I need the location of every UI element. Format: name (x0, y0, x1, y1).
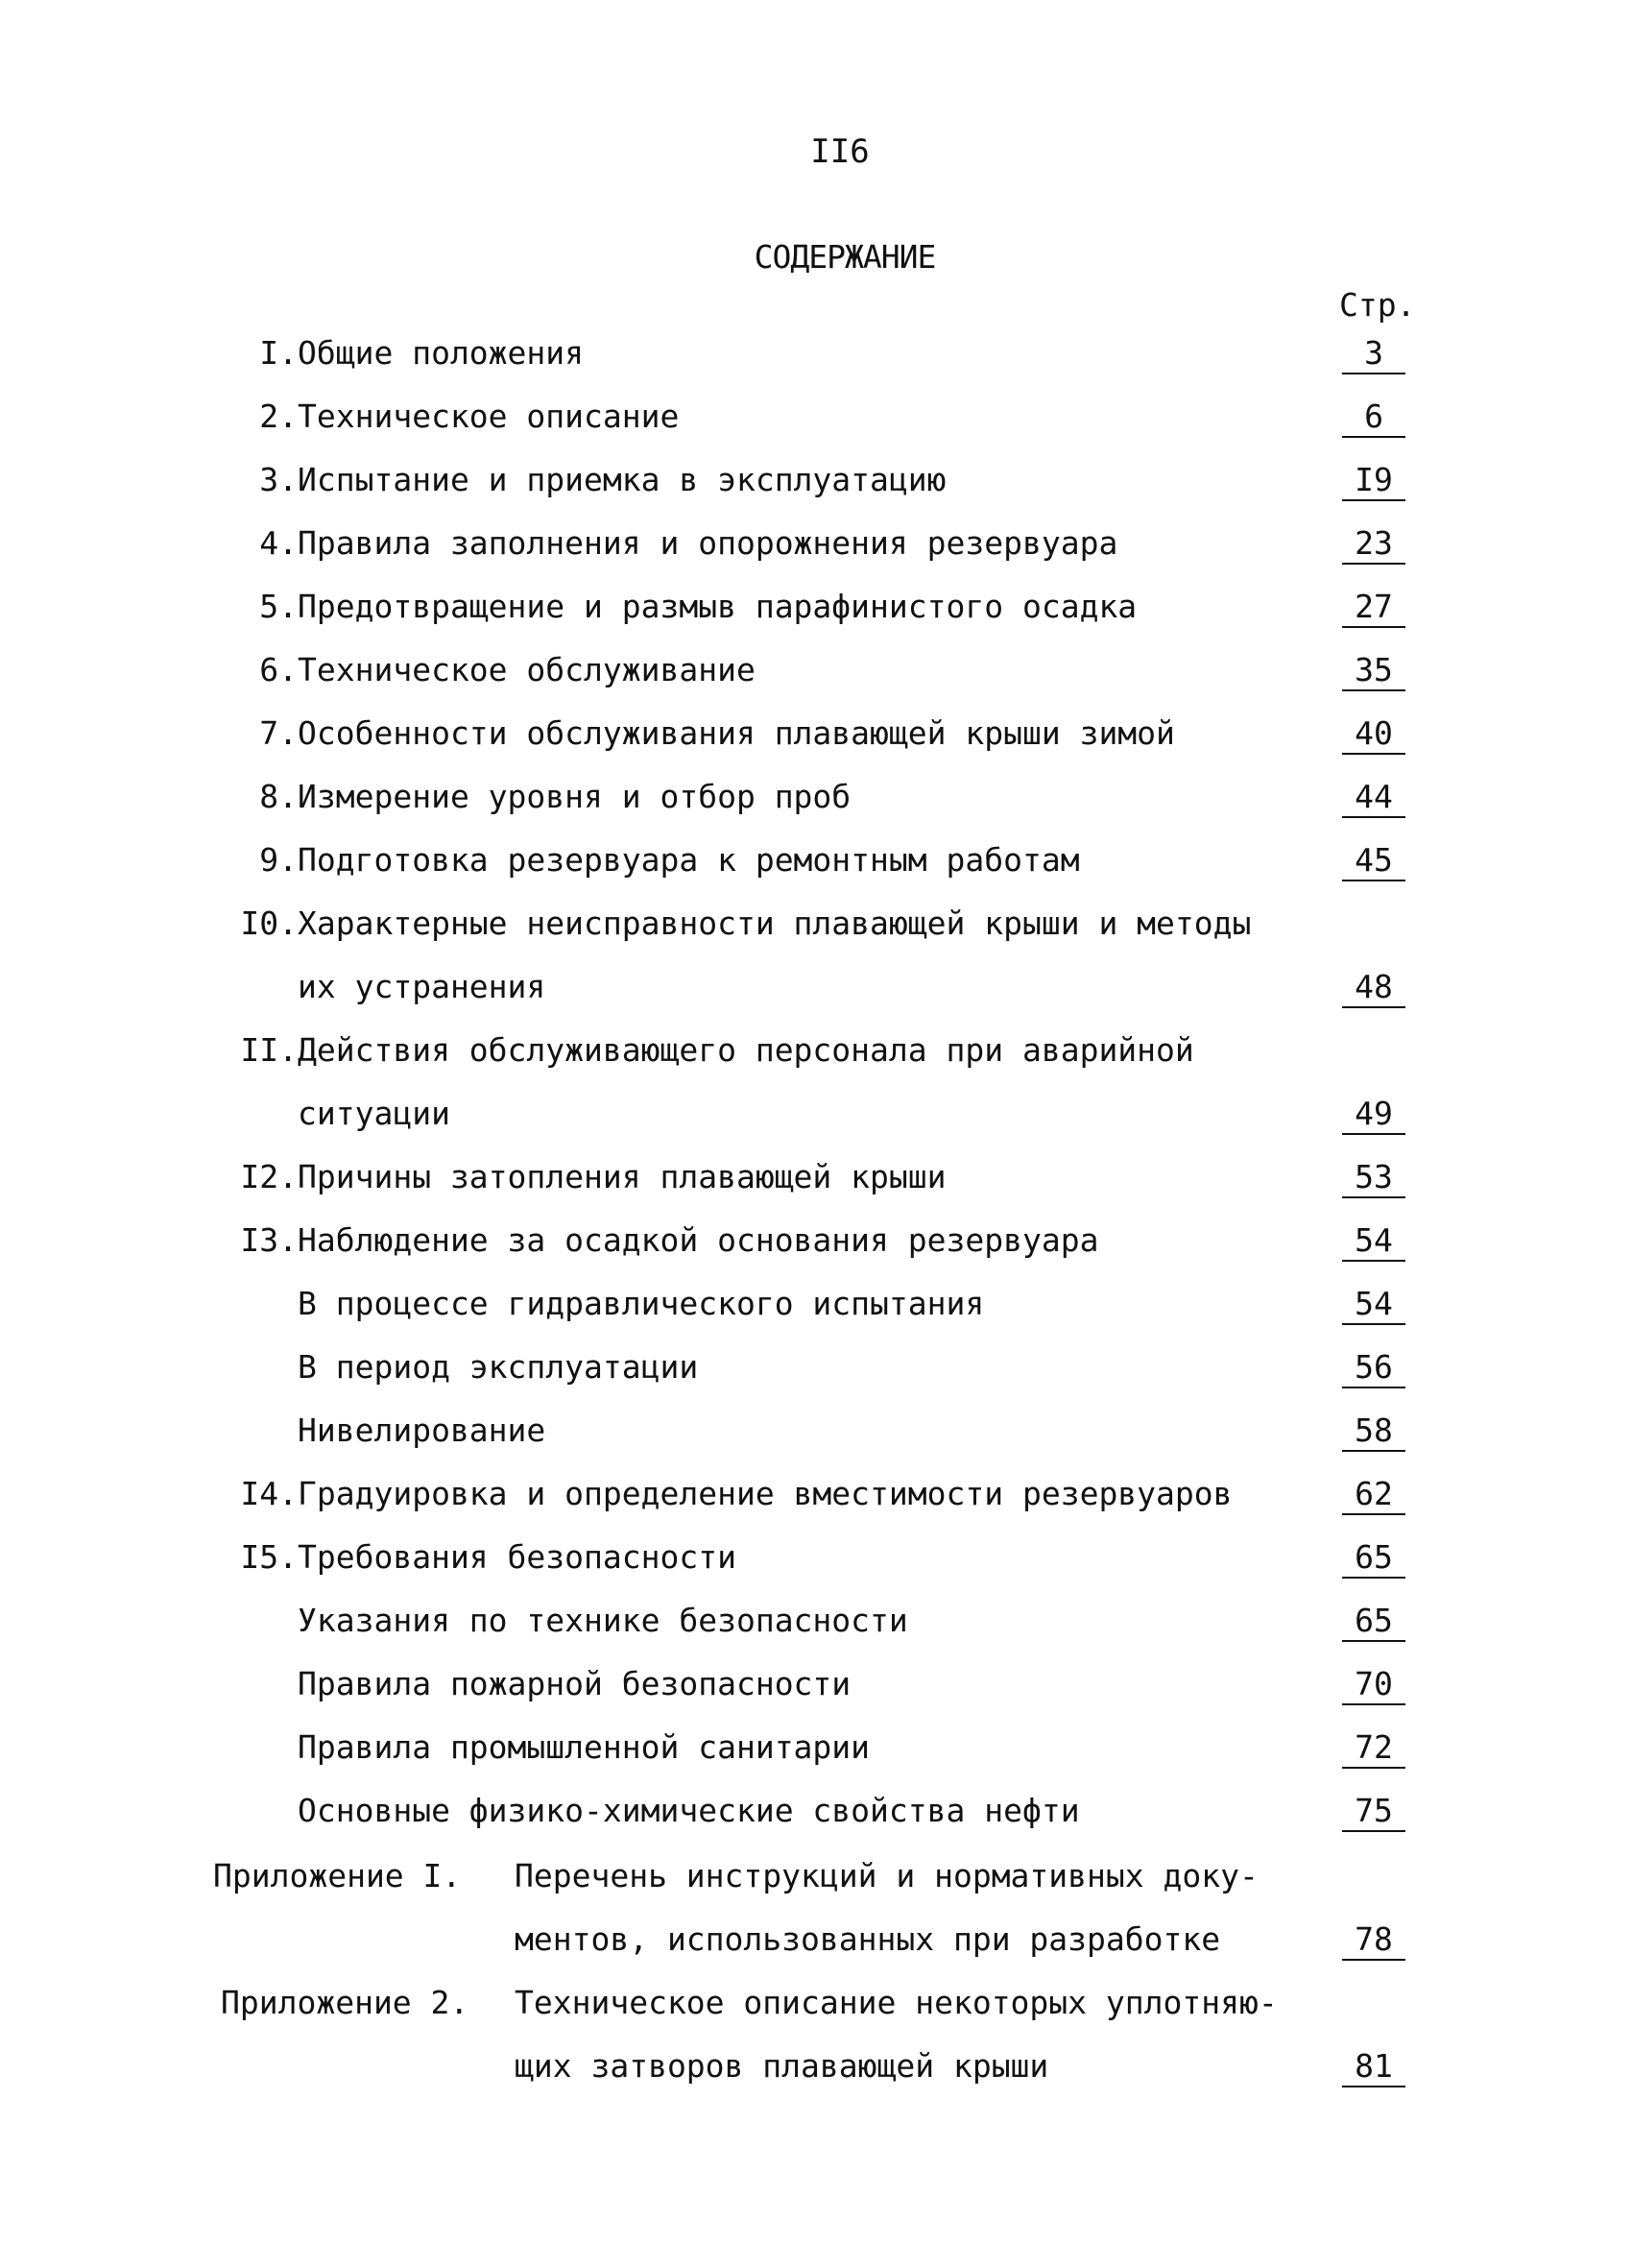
appendix-entry (0, 2041, 1632, 2091)
toc-entry-number: I. (259, 334, 298, 372)
toc-entry (0, 1279, 1632, 1329)
toc-entry-number: 8. (259, 778, 298, 815)
appendix-text: Перечень инструкций и нормативных доку- (515, 1857, 1259, 1894)
toc-entry-page: 65 (1342, 1602, 1405, 1642)
toc-entry-text: их устранения (298, 968, 546, 1005)
toc-entry-page: 81 (1342, 2047, 1405, 2087)
toc-entry-number: 7. (259, 714, 298, 752)
toc-entry-page: 6 (1342, 398, 1405, 438)
appendix-label: Приложение 2. (221, 1984, 469, 2021)
toc-entry-number: 9. (259, 841, 298, 879)
toc-entry (0, 1469, 1632, 1519)
toc-entry (0, 645, 1632, 695)
toc-entry-page: 75 (1342, 1792, 1405, 1832)
toc-entry (0, 328, 1632, 378)
toc-entry-text: Техническое обслуживание (298, 651, 756, 688)
toc-entry-text: Испытание и приемка в эксплуатацию (298, 461, 947, 498)
toc-entry-page: 54 (1342, 1221, 1405, 1262)
toc-entry (0, 1596, 1632, 1646)
appendix-text: щих затворов плавающей крыши (515, 2047, 1049, 2085)
appendix-text: ментов, использованных при разработке (515, 1920, 1221, 1958)
toc-entry-page: 62 (1342, 1475, 1405, 1515)
toc-entry-text: Требования безопасности (298, 1538, 736, 1576)
toc-entry (0, 899, 1632, 949)
toc-entry-page: 40 (1342, 714, 1405, 755)
toc-entry-page: 54 (1342, 1285, 1405, 1325)
toc-entry (0, 709, 1632, 759)
toc-entry-text: В процессе гидравлического испытания (298, 1285, 985, 1322)
appendix-entry (0, 1978, 1632, 2028)
toc-entry-number: I0. (240, 905, 298, 942)
toc-entry-number: 4. (259, 524, 298, 562)
toc-entry-text: Правила пожарной безопасности (298, 1665, 852, 1702)
page-number: II6 (810, 133, 870, 171)
toc-entry-text: Измерение уровня и отбор проб (298, 778, 852, 815)
toc-entry-text: В период эксплуатации (298, 1348, 699, 1386)
toc-entry-text: Предотвращение и размыв парафинистого осадка (298, 588, 1138, 625)
toc-entry-page: 48 (1342, 968, 1405, 1008)
toc-entry-text: Действия обслуживающего персонала при аварийной (298, 1031, 1194, 1069)
toc-entry-text: Характерные неисправности плавающей крыши и методы (298, 905, 1252, 942)
appendix-text: Техническое описание некоторых уплотняю- (515, 1984, 1278, 2021)
toc-entry-page: 70 (1342, 1665, 1405, 1705)
toc-entry (0, 1786, 1632, 1836)
toc-entry-number: 6. (259, 651, 298, 688)
toc-entry-number: 2. (259, 398, 298, 435)
toc-entry-page: 23 (1342, 524, 1405, 565)
toc-entry-page: 58 (1342, 1411, 1405, 1452)
toc-entry-number: I2. (240, 1158, 298, 1195)
toc-entry-page: 3 (1342, 334, 1405, 374)
toc-entry (0, 455, 1632, 505)
toc-entry (0, 519, 1632, 568)
toc-entry (0, 1216, 1632, 1266)
toc-entry-text: Особенности обслуживания плавающей крыши зимой (298, 714, 1175, 752)
toc-entry-page: I9 (1342, 461, 1405, 501)
toc-entry-page: 44 (1342, 778, 1405, 818)
appendix-entry (0, 1915, 1632, 1965)
toc-entry (0, 1152, 1632, 1202)
appendix-entry (0, 1851, 1632, 1901)
toc-entry (0, 1532, 1632, 1582)
toc-entry-page: 65 (1342, 1538, 1405, 1579)
toc-entry-page: 35 (1342, 651, 1405, 691)
toc-entry (0, 1659, 1632, 1709)
toc-entry-number: I3. (240, 1221, 298, 1259)
toc-entry-text: Правила промышленной санитарии (298, 1728, 871, 1766)
toc-entry (0, 1089, 1632, 1139)
toc-entry (0, 1406, 1632, 1456)
toc-entry-page: 78 (1342, 1920, 1405, 1961)
document-title: СОДЕРЖАНИЕ (754, 238, 936, 276)
toc-entry-number: I4. (240, 1475, 298, 1512)
toc-entry-number: II. (240, 1031, 298, 1069)
toc-entry (0, 392, 1632, 442)
toc-entry-number: I5. (240, 1538, 298, 1576)
toc-entry-page: 72 (1342, 1728, 1405, 1769)
toc-entry-text: Наблюдение за осадкой основания резервуара (298, 1221, 1099, 1259)
toc-entry (0, 1723, 1632, 1773)
toc-entry-text: Нивелирование (298, 1411, 546, 1449)
toc-entry-text: Указания по технике безопасности (298, 1602, 908, 1639)
toc-entry (0, 1025, 1632, 1075)
appendix-label: Приложение I. (213, 1857, 462, 1894)
toc-entry-text: Техническое описание (298, 398, 680, 435)
toc-entry (0, 962, 1632, 1012)
toc-entry (0, 835, 1632, 885)
toc-entry (0, 1342, 1632, 1392)
toc-entry-page: 45 (1342, 841, 1405, 881)
toc-entry-page: 56 (1342, 1348, 1405, 1388)
toc-entry (0, 772, 1632, 822)
toc-entry-page: 53 (1342, 1158, 1405, 1198)
toc-entry-page: 27 (1342, 588, 1405, 628)
toc-entry-text: Причины затопления плавающей крыши (298, 1158, 947, 1195)
toc-entry (0, 582, 1632, 632)
toc-entry-page: 49 (1342, 1095, 1405, 1135)
toc-entry-text: ситуации (298, 1095, 450, 1132)
toc-entry-text: Правила заполнения и опорожнения резервуара (298, 524, 1118, 562)
toc-entry-text: Подготовка резервуара к ремонтным работам (298, 841, 1080, 879)
toc-entry-text: Общие положения (298, 334, 585, 372)
toc-entry-number: 3. (259, 461, 298, 498)
toc-entry-text: Градуировка и определение вместимости резервуаров (298, 1475, 1233, 1512)
toc-entry-number: 5. (259, 588, 298, 625)
toc-entry-text: Основные физико-химические свойства нефти (298, 1792, 1080, 1829)
page-column-label: Стр. (1339, 286, 1416, 324)
